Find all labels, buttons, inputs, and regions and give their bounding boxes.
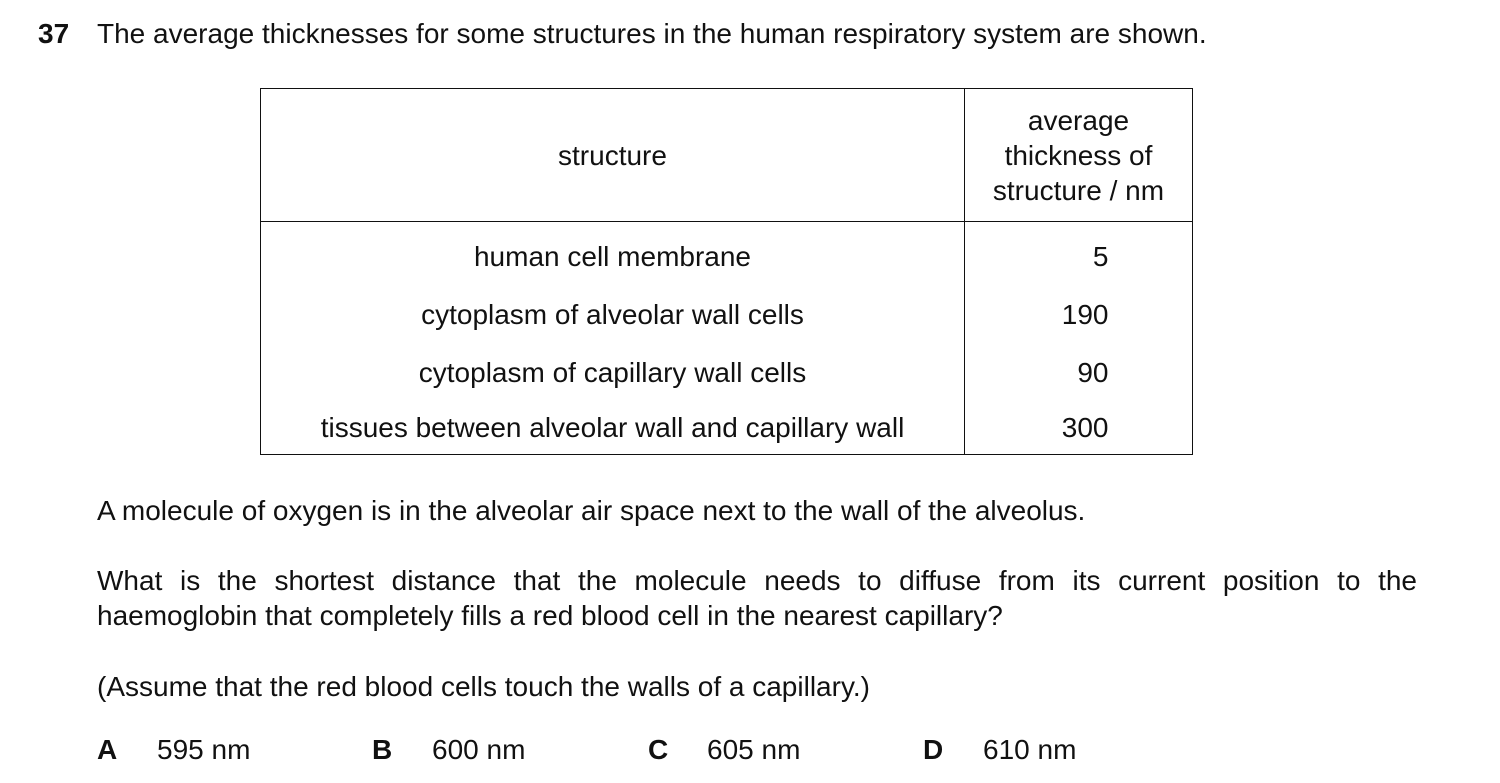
option-b-letter: B (372, 734, 393, 765)
thickness-cell (965, 344, 1193, 402)
header-thickness (965, 89, 1193, 222)
thickness-value: 300 (1061, 412, 1109, 443)
option-b-text: 600 nm (432, 734, 526, 765)
structure-cell: human cell membrane (261, 222, 965, 287)
header-structure (261, 89, 965, 222)
header-thickness-line-3: structure / nm (992, 174, 1165, 206)
question-stem: The average thicknesses for some structures in the human respiratory system are shown. (97, 18, 1207, 49)
table-row (261, 286, 1193, 344)
option-a-text: 595 nm (157, 734, 251, 765)
structure-cell: cytoplasm of capillary wall cells (261, 344, 965, 402)
thickness-cell (965, 286, 1193, 344)
option-c[interactable] (648, 734, 801, 766)
option-d-text: 610 nm (983, 734, 1077, 765)
header-structure-label: structure (558, 139, 667, 171)
structure-cell: tissues between alveolar wall and capillary wall (261, 402, 965, 455)
table-header-row (261, 89, 1193, 222)
question-number: 37 (38, 18, 70, 49)
thickness-cell (965, 402, 1193, 455)
thickness-value: 190 (1061, 299, 1109, 330)
header-thickness-line-1: average (1027, 104, 1130, 136)
option-c-text: 605 nm (707, 734, 801, 765)
header-thickness-line-2: thickness of (1004, 139, 1153, 171)
thickness-cell (965, 222, 1193, 287)
structure-cell: cytoplasm of alveolar wall cells (261, 286, 965, 344)
thickness-table (260, 88, 1193, 455)
table-row (261, 402, 1193, 455)
option-a[interactable] (97, 734, 251, 766)
option-c-letter: C (648, 734, 669, 765)
table-row (261, 222, 1193, 287)
option-d-letter: D (923, 734, 944, 765)
thickness-value: 90 (1077, 357, 1109, 388)
option-a-letter: A (97, 734, 118, 765)
option-b[interactable] (372, 734, 526, 766)
thickness-value: 5 (1092, 241, 1109, 272)
option-d[interactable] (923, 734, 1077, 766)
context-paragraph: A molecule of oxygen is in the alveolar air space next to the wall of the alveolus. (97, 495, 1086, 526)
answer-options (0, 734, 1500, 770)
question-paragraph: What is the shortest distance that the molecule needs to diffuse from its current position to the haemoglobin that completely fills a red blood cell in the nearest capillary? (97, 565, 1417, 631)
assumption-paragraph: (Assume that the red blood cells touch the walls of a capillary.) (97, 671, 870, 702)
table-row (261, 344, 1193, 402)
